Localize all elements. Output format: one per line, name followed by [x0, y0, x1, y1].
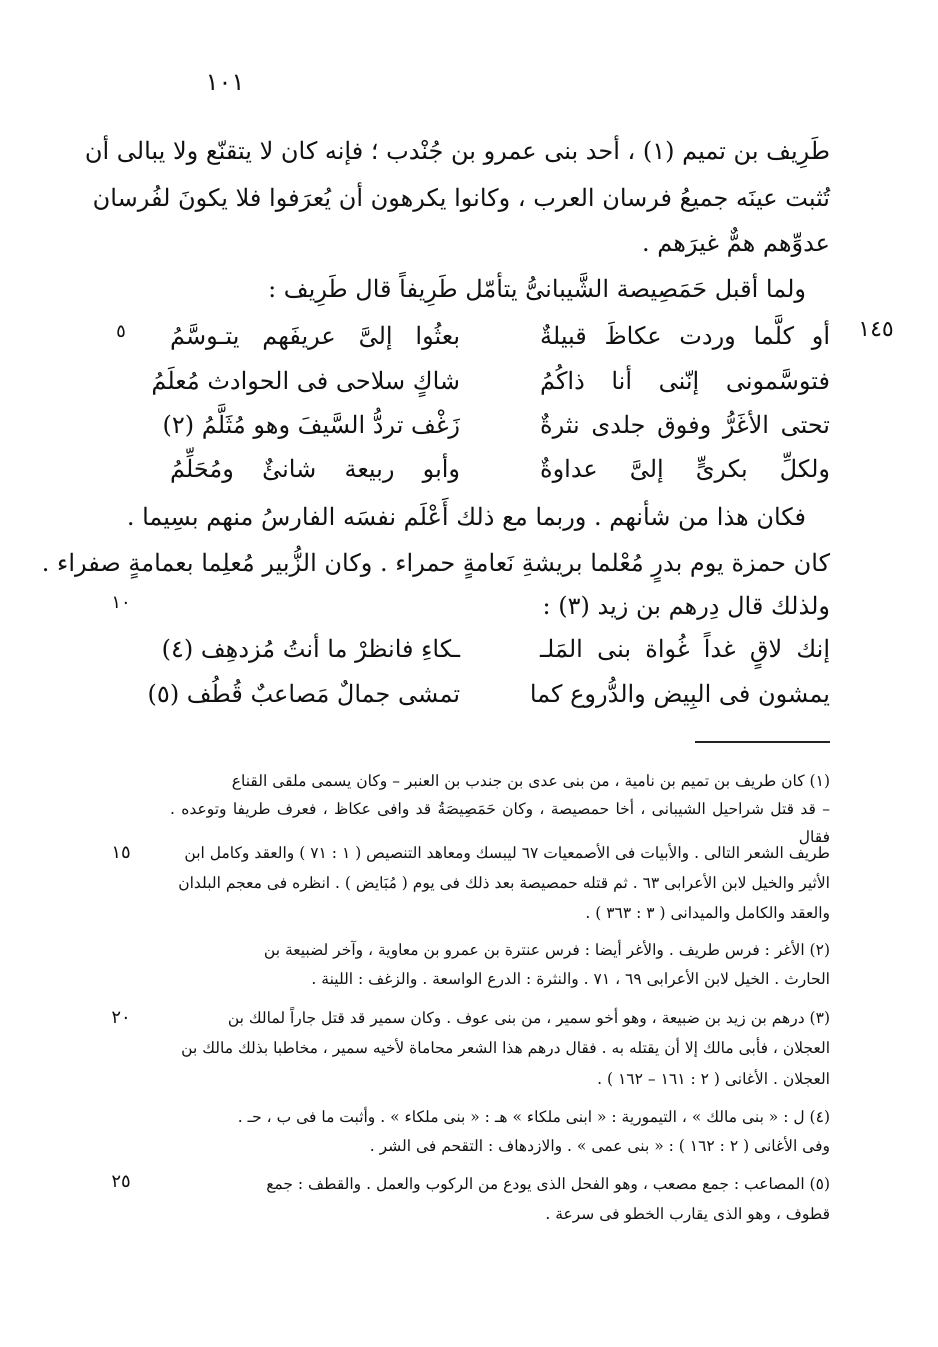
footnote-line: (٢) الأغر : فرس طريف . والأغر أيضا : فرس عنترة بن عمرو بن معاوية ، وآخر لضبيعة بن — [263, 941, 830, 959]
footnote-line: العجلان ، فأبى مالك إلا أن يقتله به . فقال درهم هذا الشعر محاماة لأخيه سمير ، مخاطبا بذلك مالك بن — [181, 1039, 830, 1057]
verse-first-hemistich: أو كلَّما وردت عكاظَ قبيلةٌ — [540, 322, 830, 350]
verse-row — [162, 403, 830, 448]
verse-row — [170, 447, 830, 492]
footnote-line: الأثير والخيل لابن الأعرابى ٦٣ . ثم قتله حمصيصة بعد ذلك فى يوم ( مُبَايض ) . انظره فى معجم البلدان — [178, 874, 830, 892]
line-number: ١٠ — [111, 592, 131, 613]
line-number: ٥ — [116, 321, 126, 342]
footnote-separator — [695, 741, 830, 743]
footnote-line: (٥) المصاعب : جمع مصعب ، وهو الفحل الذى يودع من الركوب والعمل . والقطف : جمع — [266, 1175, 830, 1193]
prose-line: ولما أقبل حَمَصِيصة الشَّيبانىُّ يتأمّل طَرِيفاً قال طَرِيف : — [268, 275, 806, 303]
footnote-line: وفى الأغانى ( ٢ : ١٦٢ ) : « بنى عمى » . والازدهاف : التقحم فى الشر . — [369, 1137, 830, 1155]
verse-second-hemistich: تمشى جمالٌ مَصاعبٌ قُطُف (٥) — [147, 680, 460, 708]
prose-line: ولذلك قال دِرهم بن زيد (٣) : — [542, 592, 830, 620]
verse-first-hemistich: فتوسَّمونى إنّنى أنا ذاكُمُ — [540, 367, 830, 395]
verse-second-hemistich: بعثُوا إلىَّ عريفَهم يتـوسَّمُ — [170, 322, 460, 350]
verse-second-hemistich: وأبو ربيعة شانئٌ ومُحَلِّمُ — [170, 455, 460, 483]
footnote-line: طريف الشعر التالى . والأبيات فى الأصمعيات ٦٧ ليبسك ومعاهد التنصيص ( ١ : ٧١ ) والعقد وكامل ابن — [184, 844, 830, 862]
footnote-line: (٤) ل : « بنى مالك » ، التيمورية : « ابنى ملكاء » هـ : « بنى ملكاء » . وأثبت ما فى ب ، حـ . — [237, 1108, 830, 1126]
footnote-line: (١) كان طريف بن تميم بن نامية ، من بنى عدى بن جندب بن العنبر – وكان يسمى ملقى القناع — [231, 772, 830, 790]
prose-line: عدوِّهم همٌّ غيرَهم . — [642, 229, 830, 257]
prose-line: فكان هذا من شأنهم . وربما مع ذلك أَعْلَم نفسَه الفارسُ منهم بسِيما . — [126, 503, 806, 531]
line-number: ١٥ — [111, 842, 131, 863]
prose-line: طَرِيف بن تميم (١) ، أحد بنى عمرو بن جُنْدب ؛ فإنه كان لا يتقنّع ولا يبالى أن — [84, 137, 830, 165]
footnote-line: – قد قتل شراحيل الشيبانى ، أخا حمصيصة ، وكان حَمَصِيصَةُ قد وافى عكاظ ، فعرف طريفا وتوعده . فقال — [170, 800, 830, 846]
prose-line: كان حمزة يوم بدرٍ مُعْلما بريشةِ نَعامةٍ حمراء . وكان الزُّبير مُعلِما بعمامةٍ صفراء . — [41, 549, 830, 577]
verse-first-hemistich: ولكلِّ بكرىٍّ إلىَّ عداوةٌ — [540, 455, 830, 483]
verse-second-hemistich: شاكٍ سلاحى فى الحوادث مُعلَمُ — [151, 367, 460, 395]
prose-line: تُثبت عينَه جميعُ فرسان العرب ، وكانوا يكرهون أن يُعرَفوا فلا يكونَ لفُرسان — [92, 184, 830, 212]
verse-row — [170, 314, 830, 359]
verse-first-hemistich: إنك لاقٍ غداً غُواة بنى المَلـ — [540, 635, 830, 663]
footnote-line: والعقد والكامل والميدانى ( ٣ : ٣٦٣ ) . — [585, 904, 830, 922]
verse-row — [161, 627, 830, 672]
page-number: ١٠١ — [205, 68, 245, 96]
verse-row — [147, 672, 830, 717]
verse-row — [151, 359, 830, 404]
footnote-line: (٣) درهم بن زيد بن ضبيعة ، وهو أخو سمير ، من بنى عوف . وكان سمير قد قتل جاراً لمالك بن — [227, 1009, 830, 1027]
verse-second-hemistich: ـكاءِ فانظرْ ما أنتُ مُزدهِف (٤) — [161, 635, 460, 663]
line-number: ٢٠ — [111, 1007, 131, 1028]
footnote-line: الحارث . الخيل لابن الأعرابى ٦٩ ، ٧١ . والنثرة : الدرع الواسعة . والزغف : اللينة . — [311, 970, 830, 988]
poem-number: ١٤٥ — [858, 317, 894, 342]
verse-first-hemistich: يمشون فى البِيض والدُّروع كما — [529, 680, 830, 708]
footnote-line: العجلان . الأغانى ( ٢ : ١٦١ – ١٦٢ ) . — [597, 1070, 830, 1088]
verse-first-hemistich: تحتى الأغَرُّ وفوق جلدى نثرةٌ — [540, 411, 830, 439]
footnote-line: قطوف ، وهو الذى يقارب الخطو فى سرعة . — [545, 1205, 830, 1223]
line-number: ٢٥ — [111, 1171, 131, 1192]
verse-second-hemistich: زَغْف تردُّ السَّيفَ وهو مُثَلَّمُ (٢) — [162, 411, 460, 439]
